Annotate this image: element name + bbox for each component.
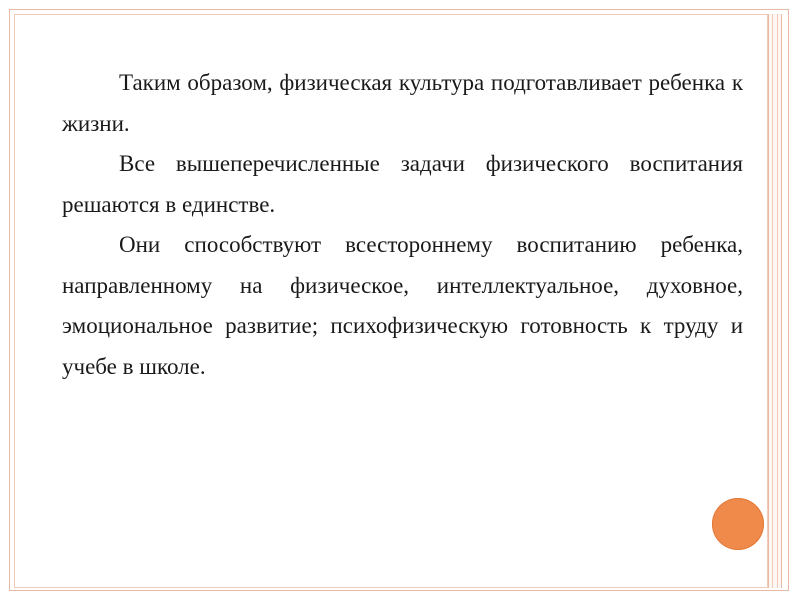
slide-body: [62, 63, 743, 387]
paragraph-tasks: Все вышеперечисленные задачи физического воспитания решаются в единстве.: [62, 151, 743, 217]
paragraph-development: Они способствуют всестороннему воспитанию ребенка, направленному на физическое, интеллектуальное, духовное, эмоциональное развитие; психофизическую готовность к труду и учебе в школе.: [62, 232, 743, 379]
paragraph-conclusion: Таким образом, физическая культура подготавливает ребенка к жизни.: [62, 70, 743, 136]
right-decor-stripe: [772, 14, 778, 588]
orange-circle-icon: [712, 498, 764, 550]
